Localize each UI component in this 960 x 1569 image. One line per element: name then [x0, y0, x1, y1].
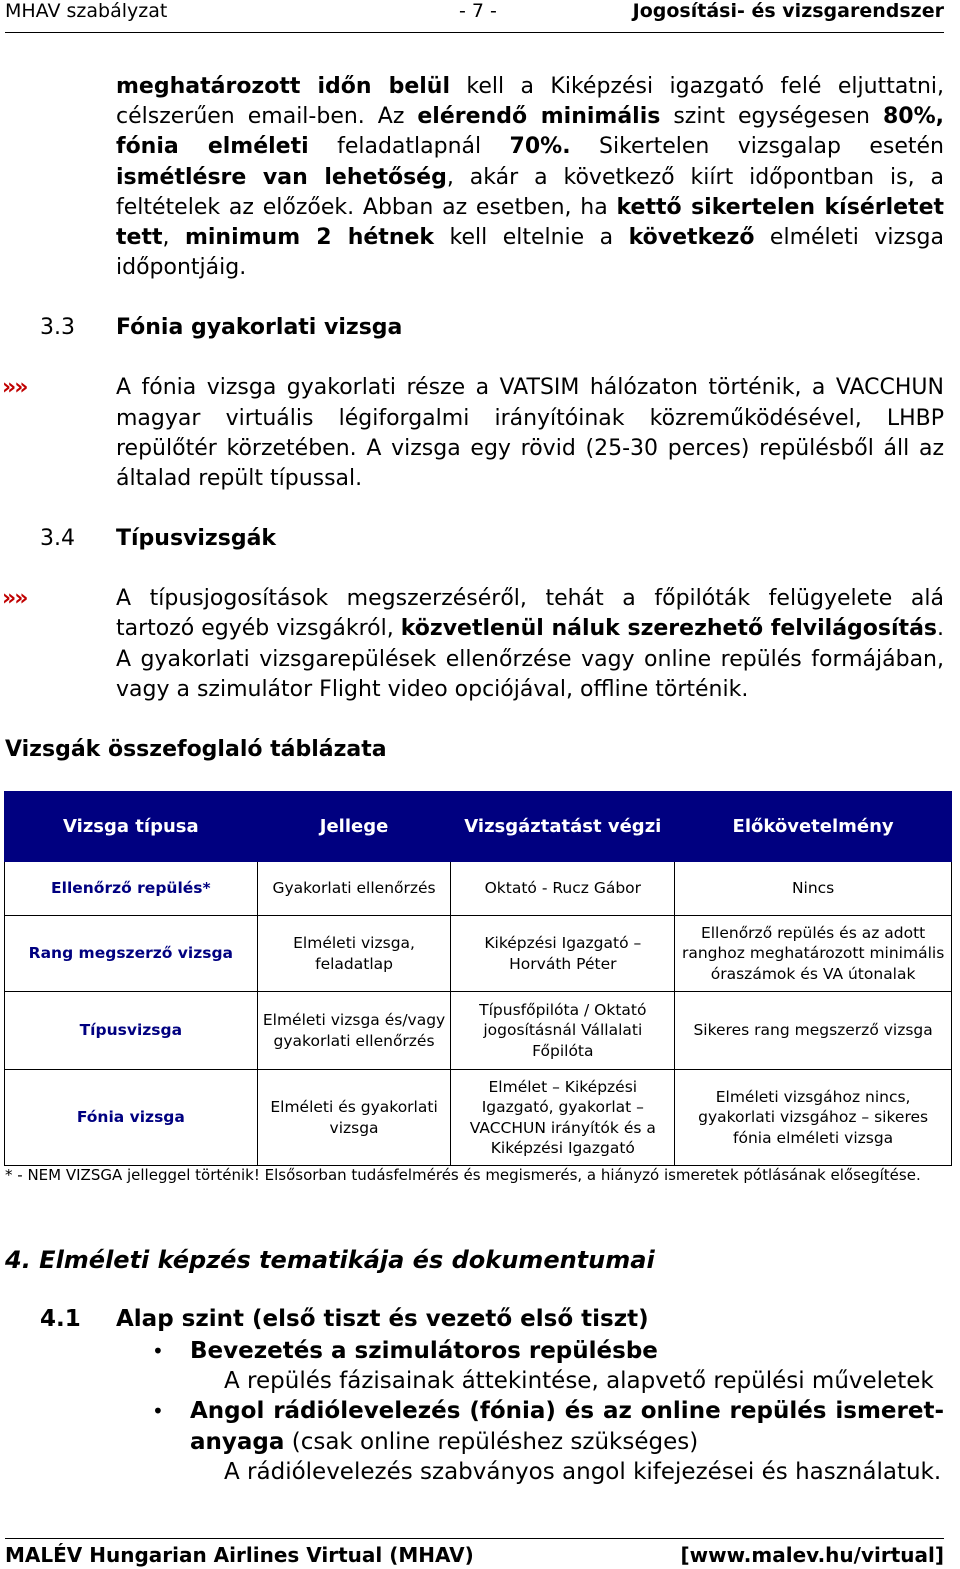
section-3-3-heading: [0, 313, 960, 343]
section-number: 3.3: [40, 315, 75, 341]
text-bold: elérendő minimális: [417, 104, 661, 130]
text-bold: 80%, fónia elméleti: [116, 104, 944, 160]
text: A típusjogosítások megszerzéséről, tehát a főpilóták felügyelete alá tartozó egyéb vizsgákról,: [116, 586, 944, 642]
topic-title-continued: [190, 1427, 944, 1457]
text-bold: 70%.: [509, 134, 571, 160]
bullet-icon: •: [152, 1339, 164, 1363]
bullet-icon: •: [152, 1399, 164, 1424]
topic-note: (csak online repüléshez szükséges): [284, 1428, 699, 1455]
header-rule: [5, 32, 944, 33]
table-row: [5, 916, 952, 992]
section-title: Alap szint (első tiszt és vezető első tiszt): [116, 1306, 649, 1332]
section-number: 3.4: [40, 526, 75, 552]
section-3-3-text: A fónia vizsga gyakorlati része a VATSIM hálózaton történik, a VACCHUN magyar virtuális légiforgalmi irányítóinak közreműködésével, LHBP repülőtér körzetében. A vizsga egy rövid (25-30 perces) repülésből áll az általad repült típussal.: [116, 375, 944, 492]
text-bold: minimum 2 hétnek: [184, 225, 435, 251]
table-cell: Ellenőrző repülés*: [5, 862, 258, 916]
section-3-4-heading: [0, 524, 960, 554]
section-4-title: 4. Elméleti képzés tematikája és dokumentumai: [5, 1246, 655, 1274]
table-cell: Oktató - Rucz Gábor: [451, 862, 675, 916]
text-bold: anyaga: [190, 1428, 285, 1455]
table-cell: Típusvizsga: [5, 992, 258, 1070]
table-row: [5, 862, 952, 916]
section-number: 4.1: [40, 1306, 81, 1332]
section-3-4-text: [116, 584, 944, 705]
footer-org-name: MALÉV Hungarian Airlines Virtual (MHAV): [5, 1543, 474, 1567]
text: ,: [162, 225, 185, 251]
table-cell: Elméleti vizsga és/vagy gyakorlati ellenőrzés: [257, 992, 451, 1070]
text: kell a Kiképzési igazgató felé eljuttatni, célszerűen email-ben. Az: [116, 74, 944, 130]
text: , akár a következő kiírt időpontban is, a feltételek az előzőek. Abban az esetben, ha: [116, 164, 944, 220]
text-bold: közvetlenül náluk szerezhető felvilágosítás: [400, 616, 938, 642]
header-doc-name: MHAV szabályzat: [5, 0, 168, 22]
section-3-3-body: [0, 373, 960, 494]
summary-table-title: Vizsgák összefoglaló táblázata: [5, 737, 387, 763]
table-cell: Elmélet – Kiképzési Igazgató, gyakorlat – VACCHUN irányítók és a Kiképzési Igazgató: [451, 1070, 675, 1166]
text-bold: ismétlésre van lehetőség: [116, 164, 447, 190]
exam-summary-table: [4, 791, 952, 1166]
text: Sikertelen vizsgalap esetén: [570, 134, 944, 160]
text: szint egységesen: [660, 104, 883, 130]
table-row: [5, 1070, 952, 1166]
table-cell: Elméleti és gyakorlati vizsga: [257, 1070, 451, 1166]
text-bold: kettő sikertelen kísérletet tett: [116, 194, 945, 251]
table-header-row: [5, 792, 952, 862]
column-header: Jellege: [257, 792, 451, 862]
table-cell: Rang megszerző vizsga: [5, 916, 258, 992]
intro-paragraph: [116, 72, 944, 283]
text: kell eltelnie a: [434, 225, 629, 251]
column-header: Előkövetelmény: [675, 792, 952, 862]
table-cell: Kiképzési Igazgató – Horváth Péter: [451, 916, 675, 992]
table-row: [5, 992, 952, 1070]
table-cell: Elméleti vizsgához nincs, gyakorlati vizsgához – sikeres fónia elméleti vizsga: [675, 1070, 952, 1166]
change-marker-icon: »»: [2, 586, 27, 612]
main-content: [0, 72, 960, 765]
change-marker-icon: »»: [2, 375, 27, 401]
topic-title: Bevezetés a szimulátoros repülésbe: [190, 1338, 658, 1364]
page-header: [5, 0, 944, 34]
table-cell: Gyakorlati ellenőrzés: [257, 862, 451, 916]
column-header: Vizsgáztatást végzi: [451, 792, 675, 862]
section-title: Fónia gyakorlati vizsga: [116, 315, 403, 341]
table-cell: Típusfőpilóta / Oktató jogosításnál Vállalati Főpilóta: [451, 992, 675, 1070]
table-cell: Fónia vizsga: [5, 1070, 258, 1166]
text-bold: meghatározott időn belül: [116, 74, 451, 99]
section-3-4-body: [0, 584, 960, 705]
text: elméleti vizsga időpontjáig.: [116, 225, 944, 281]
table-cell: Nincs: [675, 862, 952, 916]
section-4-1-heading: [40, 1306, 649, 1332]
table-cell: Elméleti vizsga, feladatlap: [257, 916, 451, 992]
text: feladatlapnál: [308, 134, 510, 160]
column-header: Vizsga típusa: [5, 792, 258, 862]
table-footnote: * - NEM VIZSGA jelleggel történik! Elsősorban tudásfelmérés és megismerés, a hiányzó ismeretek pótlásának elősegítése.: [5, 1166, 921, 1184]
text-bold: következő: [628, 225, 755, 251]
list-item: [152, 1396, 944, 1487]
header-page-number: - 7 -: [459, 0, 497, 22]
list-item: [152, 1336, 944, 1396]
footer-website: [www.malev.hu/virtual]: [680, 1543, 944, 1567]
header-chapter-title: Jogosítási- és vizsgarendszer: [632, 0, 944, 22]
topic-description: A repülés fázisainak áttekintése, alapvető repülési műveletek: [224, 1368, 934, 1395]
table-cell: Sikeres rang megszerző vizsga: [675, 992, 952, 1070]
topic-title: Angol rádiólevelezés (fónia) és az online repülés ismeret-: [190, 1398, 944, 1425]
topic-list: [152, 1336, 944, 1487]
page-footer: [5, 1538, 944, 1569]
table-cell: Ellenőrző repülés és az adott ranghoz meghatározott minimális óraszámok és VA útonalak: [675, 916, 952, 992]
text: . A gyakorlati vizsgarepülések ellenőrzése vagy online repülés formájában, vagy a szimulátor Flight video opciójával, offline történik.: [116, 616, 945, 702]
section-title: Típusvizsgák: [116, 526, 277, 552]
topic-description: A rádiólevelezés szabványos angol kifejezései és használatuk.: [224, 1458, 942, 1485]
